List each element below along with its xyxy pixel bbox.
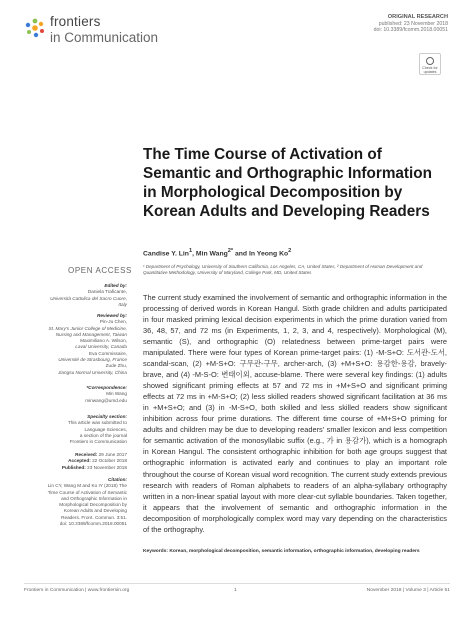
author-name[interactable]: Min Wang <box>195 250 228 258</box>
abstract-text: The current study examined the involvement of semantic and orthographic information in the processing of derived words in Korean Hangul. Sixth grade children and adults participated in four masked priming lexical decision experiments in which the prime duration varied from 36, 48, 57, and 72 ms (in Experiments, 1, 2, 3, and 4, respectively). Morphological (M), semantic (S), and orthographic (O) relatedness between prime-target pairs were manipulated. There were four types of Korean prime-target pairs: (1) -M-S+O: 도서관-도서, scandal-scan, (2) +M-S+O: 구무관-구무, archer-arch, (3) +M+S+O: 용감한-용감, bravely-brave, and (4) -M-S-O: 변태이외, accuse-blame. There were several key findings: (1) adults showed significant priming effects at 57 and 72 ms in +M+S+O and significant priming effects at 72 ms in +M-S+O; (2) less skilled readers showed significant facilitation at 36 ms in +M+S+O; and (3) in -M-S+O, both skilled and less skilled readers show significant inhibition across four prime durations. The different time course of +M+S+O priming for adults and children may be due to developing readers' smaller lexicon and less competition for semantic activation of the monosyllabic suffix (e.g., 가 in 용감가), which is a homograph in Korean Hangul. The consistent orthographic inhibition for both age groups suggest that orthographic information is activated early and continues to play an important role throughout the course of Korean visual word recognition. The current study extends previous research with readers of Roman alphabets to readers of an alpha-syllabary orthography written in a non-linear spatial layout with more clear-cut syllable boundaries. Taken together, it appears that the involvement of semantic and orthographic information in the decomposition of morphologically complex word may vary depending on the characteristics of the orthography. <box>143 293 447 534</box>
editor-name[interactable]: Daniela Traficante, <box>87 289 127 295</box>
reviewed-by-block: Reviewed by: Pin-Ju Chen, St. Mary's Junior College of Medicine, Nursing and Management, Taiwan Maximiliano A. Wilson, Laval University, Canada Eva Commissaire, Université de Strasbourg, France Zude Zhu, Jiangsu Normal University, China <box>48 313 127 375</box>
author-name[interactable]: In Yeong Ko <box>248 250 289 258</box>
article-title: The Time Course of Activation of Semantic and Orthographic Information in Morphological Decomposition by Korean Adults and Developing Readers <box>143 146 432 220</box>
author-name[interactable]: Candise Y. Lin <box>143 250 189 258</box>
specialty-section-block: Specialty section: This article was submitted to Language Sciences, a section of the journal Frontiers in Communication <box>67 414 127 445</box>
keywords-list: Korean, morphological decomposition, semantic information, orthographic information, developing readers <box>169 549 420 554</box>
correspondence-email[interactable]: minwang@umd.edu <box>85 397 127 403</box>
reviewer-name[interactable]: Maximiliano A. Wilson, <box>80 338 127 344</box>
footer-divider <box>24 583 450 584</box>
open-access-label: OPEN ACCESS <box>68 266 132 275</box>
keywords-label: Keywords: <box>143 549 169 554</box>
article-meta <box>374 14 448 34</box>
reviewer-name[interactable]: Eva Commissaire, <box>88 350 127 356</box>
frontiers-logo-icon <box>24 17 46 39</box>
reviewer-name[interactable]: Zude Zhu, <box>105 363 127 369</box>
brand-name: frontiers <box>50 14 101 29</box>
author-affiliations: ¹ Department of Psychology, University of Southern California, Los Angeles, CA, United States, ² Department of Human Development and Quantitative Methodology, University of Maryland, College Park, MD, United States <box>143 264 423 275</box>
check-for-updates-badge[interactable]: Check for updates <box>419 53 441 75</box>
citation-doi[interactable]: doi: 10.3389/fcomm.2018.00051 <box>59 521 127 527</box>
brand-journal: in Communication <box>50 30 159 45</box>
update-icon <box>426 57 434 65</box>
reviewer-name[interactable]: Pin-Ju Chen, <box>99 319 127 325</box>
article-type: ORIGINAL RESEARCH <box>387 14 448 20</box>
edited-by-block: Edited by: Daniela Traficante, Università Cattolica del Sacro Cuore, Italy <box>50 283 127 307</box>
dates-block: Received: 29 June 2017 Accepted: 22 October 2018 Published: 23 November 2018 <box>61 452 127 470</box>
footer-issue-info: November 2018 | Volume 3 | Article 51 <box>366 588 450 593</box>
correspondence-block: *Correspondence: Min Wang minwang@umd.edu <box>85 385 127 403</box>
author-list: Candise Y. Lin$^1$, Min Wang$^{2*}$ and In Yeong Ko$^2$ <box>143 248 292 258</box>
doi-header[interactable]: doi: 10.3389/fcomm.2018.00051 <box>373 27 448 34</box>
keywords <box>143 548 447 555</box>
footer-journal-link[interactable]: Frontiers in Communication | www.frontiersin.org <box>24 588 130 593</box>
citation-block: Citation: Lin CY, Wang M and Ko IY (2018) The Time Course of Activation of Semantic and Orthographic Information in Morphological Decomposition by Korean Adults and Developing Readers. Front. Commun. 3:51. doi: 10.3389/fcomm.2018.00051 <box>47 477 127 527</box>
page-number: 1 <box>234 588 237 593</box>
published-date-header: published: 23 November 2018 <box>378 20 448 27</box>
